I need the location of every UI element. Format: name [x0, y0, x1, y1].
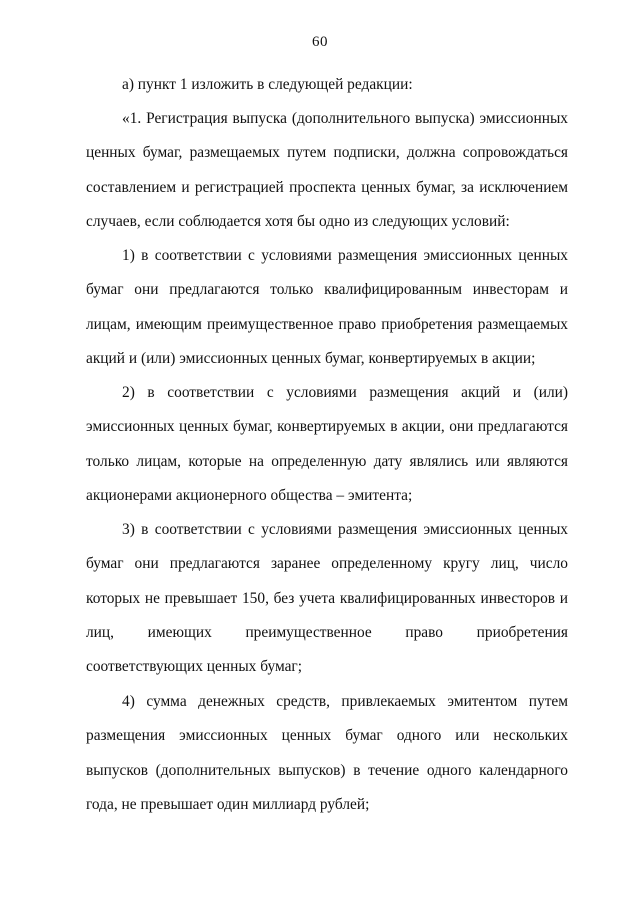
paragraph-registration-clause: «1. Регистрация выпуска (дополнительного выпуска) эмиссионных ценных бумаг, размещаемых путем подписки, должна сопровождаться составлением и регистрацией проспекта ценных бумаг, за исключением случаев, если соблюдается хотя бы одно из следующих условий:: [86, 110, 568, 230]
paragraph-amendment-intro: а) пункт 1 изложить в следующей редакции:: [122, 76, 413, 93]
list-item-condition-3: 3) в соответствии с условиями размещения эмиссионных ценных бумаг они предлагаются заранее определенному кругу лиц, число которых не превышает 150, без учета квалифицированных инвесторов и лиц, имеющих преимущественное право приобретения соответствующих ценных бумаг;: [86, 521, 568, 676]
page-number: 60: [312, 34, 328, 50]
list-item-condition-2: 2) в соответствии с условиями размещения акций и (или) эмиссионных ценных бумаг, конвертируемых в акции, они предлагаются только лицам, которые на определенную дату являлись или являются акционерами акционерного общества – эмитента;: [86, 384, 568, 504]
list-item-condition-4: 4) сумма денежных средств, привлекаемых эмитентом путем размещения эмиссионных ценных бумаг одного или нескольких выпусков (дополнительных выпусков) в течение одного календарного года, не превышает один миллиард рублей;: [86, 693, 568, 813]
list-item-condition-1: 1) в соответствии с условиями размещения эмиссионных ценных бумаг они предлагаются только квалифицированным инвесторам и лицам, имеющим преимущественное право приобретения размещаемых акций и (или) эмиссионных ценных бумаг, конвертируемых в акции;: [86, 247, 568, 367]
